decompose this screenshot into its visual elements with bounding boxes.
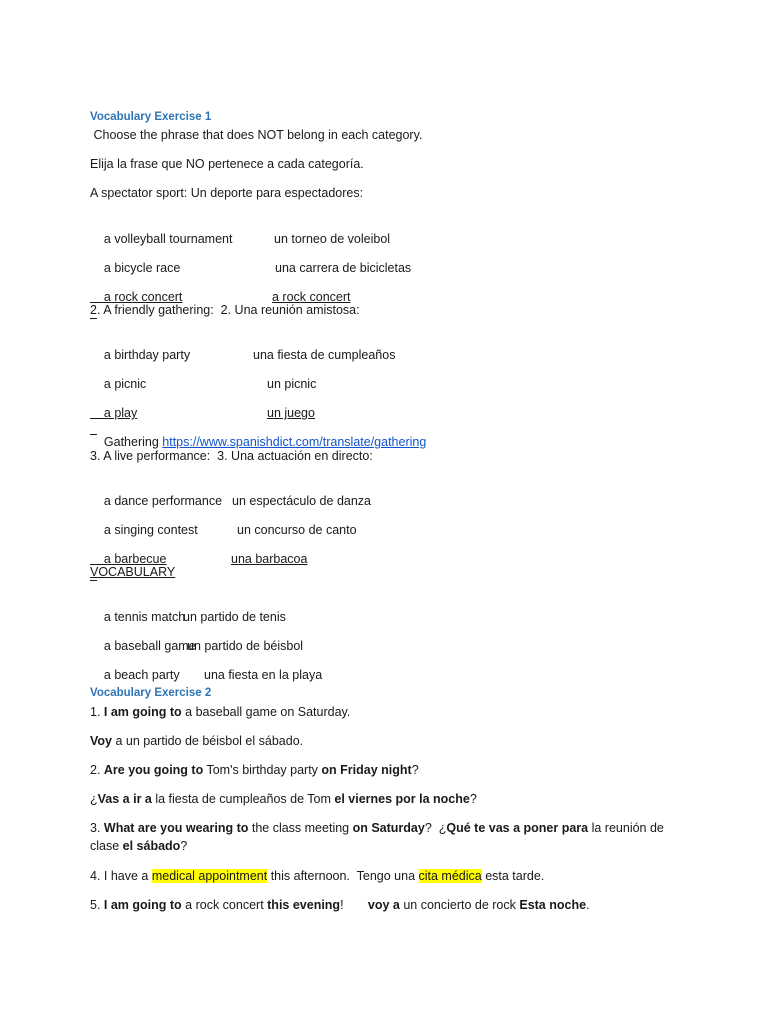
- sentence-2-english: [90, 762, 419, 778]
- phrase-spanish: un espectáculo de danza: [232, 494, 371, 508]
- phrase-spanish: un juego: [267, 406, 315, 420]
- exercise-2-title: Vocabulary Exercise 2: [90, 687, 212, 699]
- sentence-text: ?: [180, 839, 188, 853]
- phrase-english: a dance performance: [103, 494, 223, 508]
- phrase-english: a singing contest: [103, 523, 198, 537]
- bold-phrase: Esta noche: [519, 898, 587, 912]
- highlighted-phrase: cita médica: [418, 869, 482, 883]
- category-2-title: 2. A friendly gathering: 2. Una reunión amistosa:: [90, 303, 360, 317]
- sentence-text: !: [340, 898, 368, 912]
- sentence-text: ¿: [90, 792, 98, 806]
- phrase-english: a beach party: [103, 668, 180, 682]
- category-1-title: A spectator sport: Un deporte para espectadores:: [90, 186, 364, 200]
- sentence-text: a un partido de béisbol el sábado.: [112, 734, 304, 748]
- bold-phrase: el sábado: [122, 839, 181, 853]
- sentence-3-line-2: [90, 838, 187, 854]
- phrase-spanish: una fiesta en la playa: [204, 668, 323, 682]
- phrase-spanish: un partido de tenis: [183, 610, 286, 624]
- sentence-text: la reunión de: [588, 821, 664, 835]
- phrase-english: a play: [103, 406, 138, 420]
- phrase-english: a rock concert: [103, 290, 183, 304]
- phrase-spanish: una carrera de bicicletas: [275, 261, 412, 275]
- bold-phrase: el viernes por la noche: [334, 792, 470, 806]
- bold-phrase: I am going to: [103, 898, 182, 912]
- instruction-spanish: Elija la frase que NO pertenece a cada categoría.: [90, 157, 364, 171]
- sentence-text: 4. I have a: [90, 869, 152, 883]
- sentence-4: [90, 868, 544, 884]
- sentence-1-english: [90, 704, 350, 720]
- sentence-text: the class meeting: [248, 821, 353, 835]
- phrase-english: a birthday party: [103, 348, 191, 362]
- sentence-number: 1.: [90, 705, 104, 719]
- sentence-3-line-1: [90, 820, 664, 836]
- bold-phrase: What are you wearing to: [103, 821, 249, 835]
- sentence-number: 2.: [90, 763, 104, 777]
- bold-phrase: Qué te vas a poner para: [446, 821, 589, 835]
- phrase-spanish: una fiesta de cumpleaños: [253, 348, 396, 362]
- sentence-1-spanish: [90, 733, 303, 749]
- phrase-spanish: una barbacoa: [231, 552, 308, 566]
- phrase-spanish: un concurso de canto: [237, 523, 357, 537]
- phrase-spanish: un torneo de voleibol: [274, 232, 391, 246]
- sentence-number: 3.: [90, 821, 104, 835]
- sentence-text: this afternoon. Tengo una: [267, 869, 419, 883]
- highlighted-phrase: medical appointment: [151, 869, 268, 883]
- instruction-english: Choose the phrase that does NOT belong in each category.: [90, 128, 423, 142]
- sentence-text: la fiesta de cumpleaños de Tom: [151, 792, 335, 806]
- sentence-text: a rock concert: [181, 898, 268, 912]
- bold-phrase: Vas a ir a: [97, 792, 152, 806]
- sentence-number: 5.: [90, 898, 104, 912]
- phrase-spanish: a rock concert: [272, 290, 351, 304]
- phrase-english: a bicycle race: [103, 261, 181, 275]
- phrase-english: a baseball game: [103, 639, 196, 653]
- sentence-text: .: [586, 898, 590, 912]
- sentence-text: esta tarde.: [481, 869, 545, 883]
- gathering-label: Gathering: [103, 435, 163, 449]
- bold-phrase: on Saturday: [352, 821, 425, 835]
- category-3-title: 3. A live performance: 3. Una actuación en directo:: [90, 449, 373, 463]
- phrase-english: a volleyball tournament: [103, 232, 233, 246]
- sentence-text: un concierto de rock: [399, 898, 520, 912]
- sentence-text: ? ¿: [424, 821, 447, 835]
- bold-phrase: I am going to: [103, 705, 182, 719]
- sentence-text: a baseball game on Saturday.: [181, 705, 351, 719]
- sentence-5: [90, 897, 590, 913]
- phrase-english: a barbecue: [103, 552, 167, 566]
- bold-phrase: Voy: [90, 734, 112, 748]
- sentence-text: ?: [469, 792, 477, 806]
- spanishdict-link[interactable]: https://www.spanishdict.com/translate/gathering: [162, 435, 427, 449]
- vocabulary-heading: VOCABULARY: [90, 565, 176, 579]
- exercise-1-title: Vocabulary Exercise 1: [90, 111, 212, 123]
- bold-phrase: on Friday night: [321, 763, 412, 777]
- phrase-english: a tennis match: [103, 610, 186, 624]
- sentence-text: Tom's birthday party: [203, 763, 322, 777]
- bold-phrase: this evening: [267, 898, 341, 912]
- phrase-english: a picnic: [103, 377, 147, 391]
- sentence-text: clase: [90, 839, 123, 853]
- bold-phrase: voy a: [367, 898, 400, 912]
- bold-phrase: Are you going to: [103, 763, 204, 777]
- sentence-text: ?: [411, 763, 419, 777]
- phrase-spanish: un partido de béisbol: [187, 639, 304, 653]
- sentence-2-spanish: [90, 791, 477, 807]
- phrase-spanish: un picnic: [267, 377, 317, 391]
